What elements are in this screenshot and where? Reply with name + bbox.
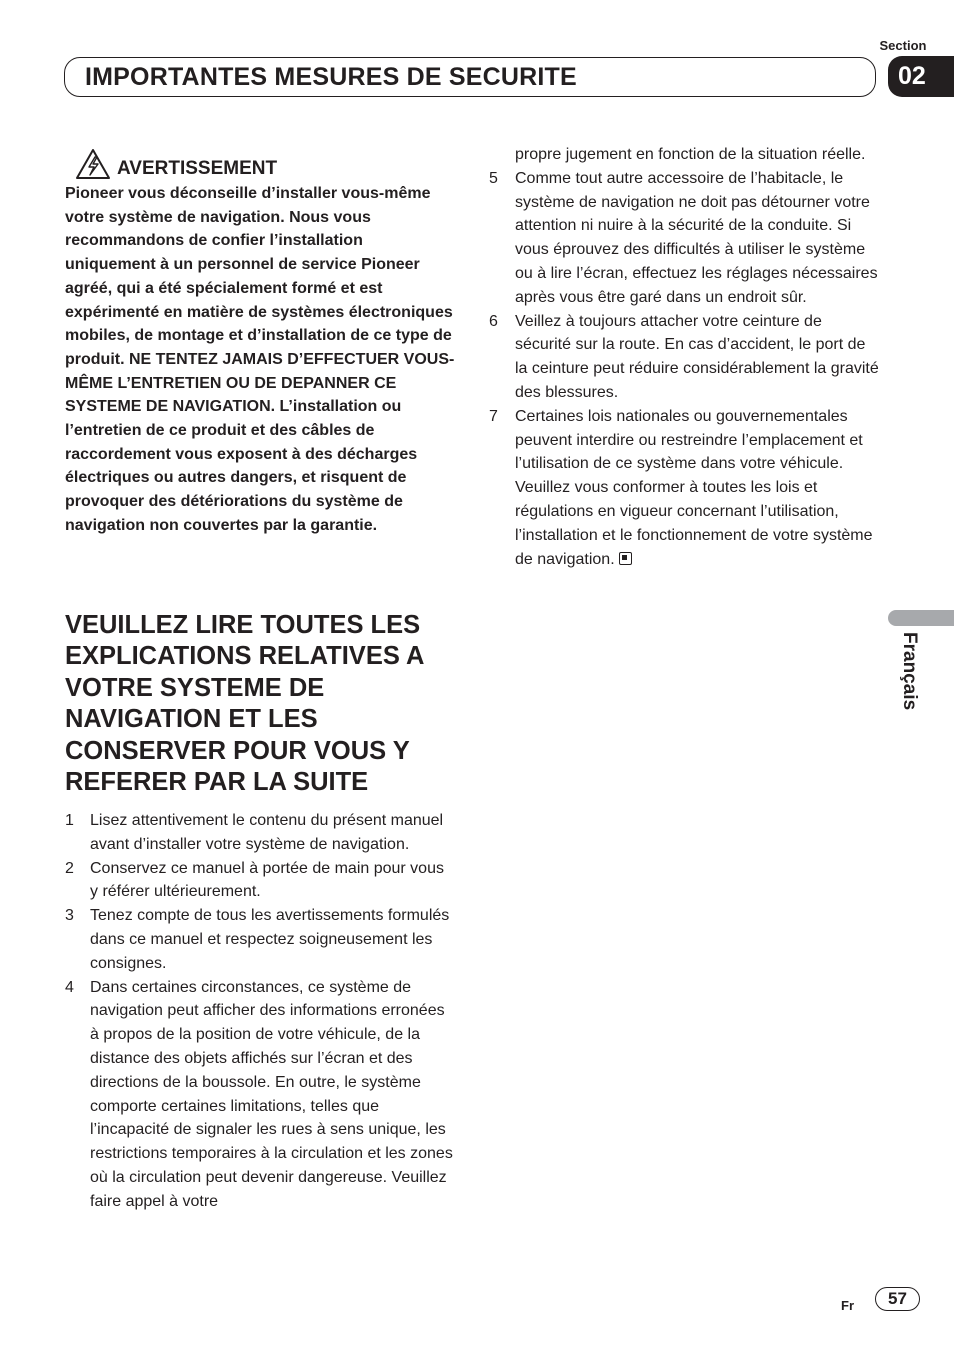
item-text: Certaines lois nationales ou gouvernementales peuvent interdire ou restreindre l’emplacement et l’utilisation de ce système dans votre véhicule. Veuillez vous conformer à toutes les lois et régulations en vigueur concernant l’utilisation, l’installation et le fonctionnement de votre système de navigation. — [515, 407, 873, 568]
list-item — [65, 857, 455, 905]
list-item — [489, 405, 881, 572]
warning-block — [65, 148, 455, 538]
warning-triangle-icon — [75, 148, 111, 180]
language-label: Français — [899, 632, 920, 711]
instructions-list-right — [489, 167, 881, 572]
item-number: 6 — [489, 312, 498, 330]
section-heading: VEUILLEZ LIRE TOUTES LES EXPLICATIONS RELATIVES A VOTRE SYSTEME DE NAVIGATION ET LES CONSERVER POUR VOUS Y REFERER PAR LA SUITE — [65, 611, 424, 797]
item-number: 3 — [65, 907, 74, 925]
list-item — [65, 809, 455, 857]
section-label: Section — [879, 38, 927, 53]
item-text: Conservez ce manuel à portée de main pour vous y référer ultérieurement. — [90, 859, 444, 901]
item-number: 1 — [65, 812, 74, 829]
item-number: 7 — [489, 407, 498, 425]
end-of-section-icon — [619, 552, 632, 565]
item-text: Lisez attentivement le contenu du présent manuel avant d’installer votre système de navigation. — [90, 812, 444, 853]
instructions-list-left — [65, 809, 455, 1214]
list-item — [489, 167, 881, 310]
warning-header — [75, 148, 455, 180]
page-title: IMPORTANTES MESURES DE SECURITE — [85, 62, 577, 91]
item-number: 5 — [489, 169, 498, 187]
item-number: 4 — [65, 978, 74, 996]
item-text: Tenez compte de tous les avertissements formulés dans ce manuel et respectez soigneusement les consignes. — [90, 907, 450, 972]
page-number: 57 — [875, 1287, 920, 1311]
right-column — [489, 143, 881, 571]
item-number: 2 — [65, 859, 74, 877]
warning-title: AVERTISSEMENT — [117, 158, 278, 179]
language-tab — [888, 610, 954, 626]
list-item — [489, 310, 881, 405]
item-4-continuation: propre jugement en fonction de la situation réelle. — [515, 146, 866, 163]
item-text: Veillez à toujours attacher votre ceinture de sécurité sur la route. En cas d’accident, le port de la ceinture peut réduire considérablement la gravité des blessures. — [515, 312, 879, 401]
page-title-bar — [64, 57, 876, 97]
item-text: Comme tout autre accessoire de l’habitacle, le système de navigation ne doit pas détourner votre attention ni nuire à la sécurité de la conduite. Si vous éprouvez des difficultés à utiliser le système ou à lire l’écran, effectuez les réglages nécessaires après vous être garé dans un endroit sûr. — [515, 169, 878, 306]
footer-language-code: Fr — [841, 1298, 854, 1313]
item-text: Dans certaines circonstances, ce système de navigation peut afficher des informations erronées à propos de la position de votre véhicule, de la distance des objets affichés sur l’écran et des directions de la boussole. En outre, le système comporte certaines limitations, telles que l’incapacité de signaler les rues à sens unique, les restrictions temporaires à la circulation et les zones où la circulation peut devenir dangereuse. Veuillez faire appel à votre — [90, 978, 453, 1210]
warning-text: Pioneer vous déconseille d’installer vous-même votre système de navigation. Nous vous recommandons de confier l’installation uniquement à un personnel de service Pioneer agréé, qui a été spécialement formé et est expérimenté en matière de systèmes électroniques mobiles, de montage et d’installation de ce type de produit. NE TENTEZ JAMAIS D’EFFECTUER VOUS-MÊME L’ENTRETIEN OU DE DEPANNER CE SYSTEME DE NAVIGATION. L’installation ou l’entretien de ce produit et des câbles de raccordement vous exposent à des décharges électriques ou autres dangers, et risquent de provoquer des détériorations du système de navigation non couvertes par la garantie. — [65, 185, 455, 534]
section-number-badge: 02 — [888, 56, 954, 97]
list-item — [65, 976, 455, 1214]
list-item — [65, 904, 455, 975]
